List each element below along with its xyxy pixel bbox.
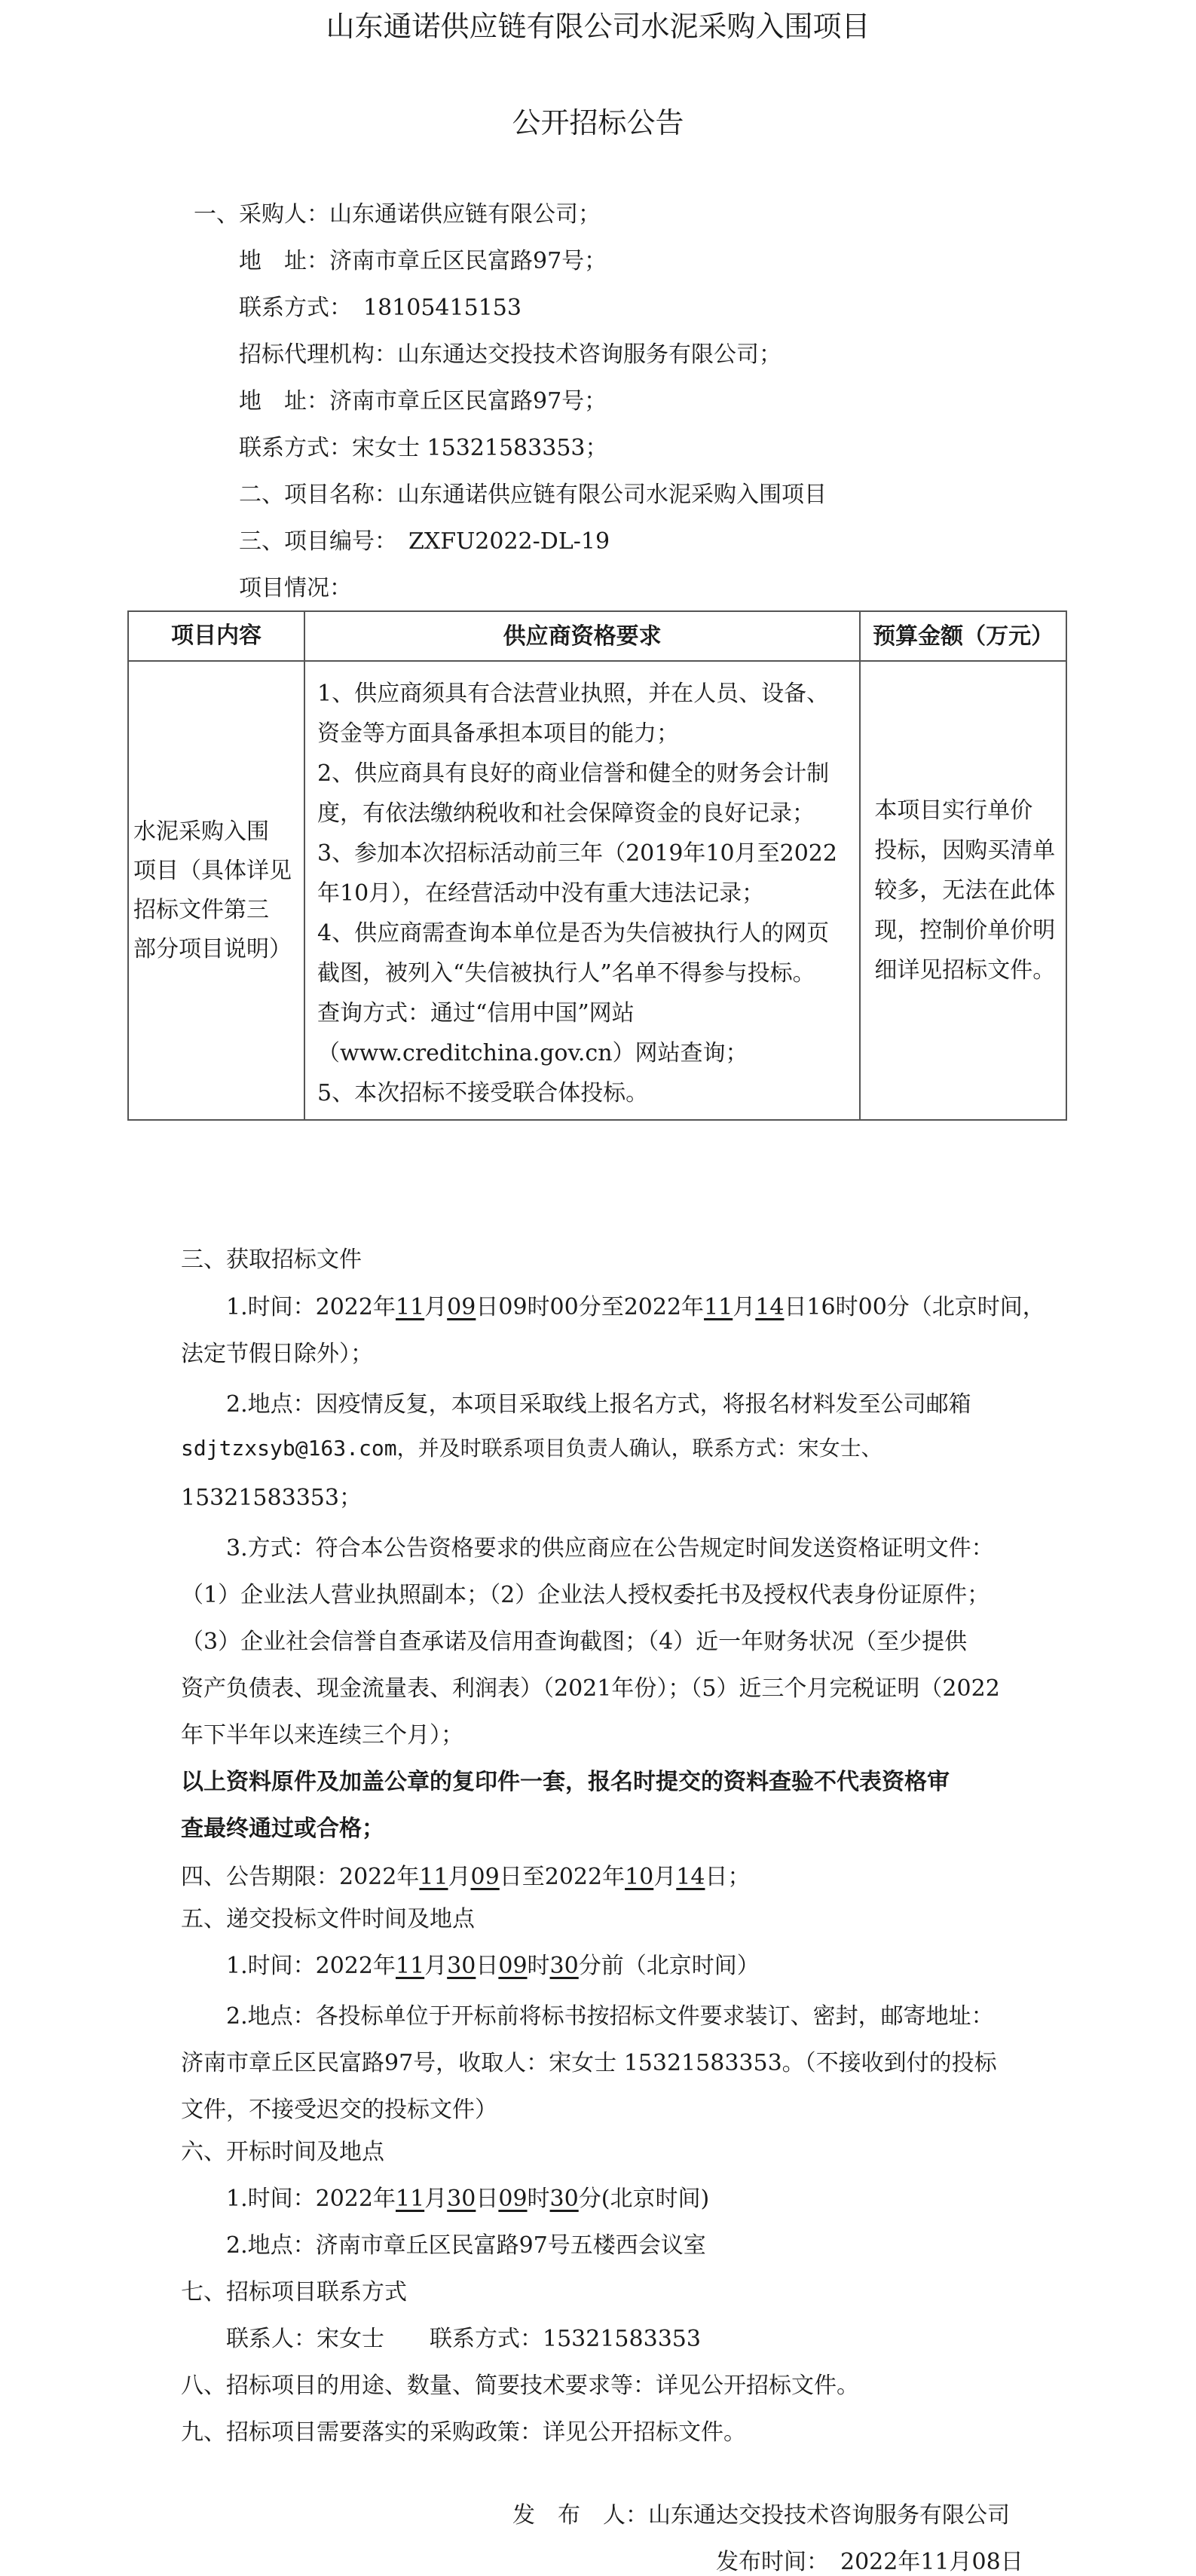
section-submit-heading: 五、递交投标文件时间及地点 — [181, 1906, 475, 1932]
section-requirements: 八、招标项目的用途、数量、简要技术要求等：详见公开招标文件。 — [181, 2373, 859, 2399]
opening-place: 2.地点：济南市章丘区民富路97号五楼西会议室 — [226, 2232, 706, 2259]
project-table — [127, 610, 1067, 1121]
get-docs-method: 3.方式：符合本公告资格要求的供应商应在公告规定时间发送资格证明文件： — [226, 1535, 994, 1562]
header-requirements: 供应商资格要求 — [304, 611, 860, 661]
content-line: 部分项目说明） — [133, 935, 292, 962]
submit-time: 1.时间：2022年11月30日09时30分前（北京时间） — [226, 1953, 760, 1979]
cell-budget — [860, 661, 1066, 1120]
requirement-line: 年10月），在经营活动中没有重大违法记录； — [317, 880, 765, 907]
cell-content — [128, 661, 304, 1120]
document-subtitle: 公开招标公告 — [512, 106, 684, 139]
get-docs-place: 2.地点：因疫情反复，本项目采取线上报名方式，将报名材料发至公司邮箱 — [226, 1391, 971, 1418]
header-budget: 预算金额（万元） — [860, 611, 1066, 661]
requirement-line: （www.creditchina.gov.cn）网站查询； — [317, 1040, 748, 1066]
budget-line: 较多，无法在此体 — [874, 877, 1056, 904]
requirement-line: 资金等方面具备承担本项目的能力； — [317, 720, 679, 747]
agency-address: 地 址：济南市章丘区民富路97号； — [239, 388, 607, 415]
buyer-address: 地 址：济南市章丘区民富路97号； — [239, 248, 607, 274]
requirement-line: 度，有依法缴纳税收和社会保障资金的良好记录； — [317, 800, 815, 827]
submit-place-line: 济南市章丘区民富路97号，收取人：宋女士 15321583353。（不接收到付的投标 — [181, 2050, 997, 2076]
project-info-label: 项目情况： — [239, 575, 352, 601]
requirement-line: 1、供应商须具有合法营业执照，并在人员、设备、 — [317, 681, 830, 707]
project-number: 三、项目编号： ZXFU2022-DL-19 — [239, 528, 610, 555]
get-docs-place-email: sdjtzxsyb@163.com，并及时联系项目负责人确认，联系方式：宋女士、 — [181, 1436, 882, 1461]
requirement-line: 4、供应商需查询本单位是否为失信被执行人的网页 — [317, 920, 830, 947]
contact-line: 联系人：宋女士 联系方式：15321583353 — [226, 2326, 701, 2352]
get-docs-place-phone: 15321583353； — [181, 1485, 362, 1511]
original-docs-note-cont: 查最终通过或合格； — [181, 1816, 384, 1842]
requirement-line: 3、参加本次招标活动前三年（2019年10月至2022 — [317, 840, 837, 867]
table-header-row — [128, 611, 1066, 661]
buyer-line: 一、采购人：山东通诺供应链有限公司； — [194, 201, 601, 228]
requirement-line: 查询方式：通过“信用中国”网站 — [317, 1000, 635, 1026]
content-line: 水泥采购入围 — [133, 818, 269, 845]
cell-requirements — [304, 661, 860, 1120]
header-content: 项目内容 — [128, 611, 304, 661]
buyer-contact: 联系方式： 18105415153 — [239, 295, 522, 321]
original-docs-note: 以上资料原件及加盖公章的复印件一套，报名时提交的资料查验不代表资格审 — [181, 1769, 950, 1795]
table-row — [128, 661, 1066, 1120]
publisher-line: 发 布 人：山东通达交投技术咨询服务有限公司 — [512, 2502, 1010, 2529]
announcement-period: 四、公告期限：2022年11月09日至2022年10月14日； — [181, 1864, 751, 1890]
document-title: 山东通诺供应链有限公司水泥采购入围项目 — [326, 10, 870, 43]
project-name: 二、项目名称：山东通诺供应链有限公司水泥采购入围项目 — [239, 482, 827, 508]
section-get-docs-heading: 三、获取招标文件 — [181, 1247, 362, 1273]
agency-line: 招标代理机构：山东通达交投技术咨询服务有限公司； — [239, 341, 782, 368]
section-contact-heading: 七、招标项目联系方式 — [181, 2279, 407, 2305]
agency-contact: 联系方式：宋女士 15321583353； — [239, 435, 608, 461]
requirement-line: 5、本次招标不接受联合体投标。 — [317, 1080, 649, 1106]
submit-place: 2.地点：各投标单位于开标前将标书按招标文件要求装订、密封，邮寄地址： — [226, 2003, 994, 2030]
get-docs-method-line: （3）企业社会信誉自查承诺及信用查询截图；（4）近一年财务状况（至少提供 — [181, 1629, 968, 1655]
budget-line: 细详见招标文件。 — [874, 957, 1056, 984]
requirement-line: 截图，被列入“失信被执行人”名单不得参与投标。 — [317, 960, 815, 987]
content-line: 招标文件第三 — [133, 896, 269, 923]
publish-date: 发布时间： 2022年11月08日 — [716, 2549, 1023, 2575]
opening-time: 1.时间：2022年11月30日09时30分(北京时间) — [226, 2186, 710, 2212]
requirement-line: 2、供应商具有良好的商业信誉和健全的财务会计制 — [317, 760, 830, 787]
get-docs-method-line: 资产负债表、现金流量表、利润表）（2021年份）；（5）近三个月完税证明（2022 — [181, 1675, 1000, 1702]
get-docs-method-line: （1）企业法人营业执照副本；（2）企业法人授权委托书及授权代表身份证原件； — [181, 1582, 990, 1608]
section-policy: 九、招标项目需要落实的采购政策：详见公开招标文件。 — [181, 2419, 746, 2446]
budget-line: 投标，因购买清单 — [874, 837, 1056, 864]
submit-place-line: 文件，不接受迟交的投标文件） — [181, 2097, 497, 2123]
get-docs-method-line: 年下半年以来连续三个月）； — [181, 1722, 463, 1748]
get-docs-time: 1.时间：2022年11月09日09时00分至2022年11月14日16时00分（北京时间， — [226, 1294, 1045, 1320]
get-docs-time-cont: 法定节假日除外）； — [181, 1341, 373, 1367]
budget-line: 现，控制价单价明 — [874, 917, 1056, 944]
section-opening-heading: 六、开标时间及地点 — [181, 2139, 384, 2165]
budget-line: 本项目实行单价 — [874, 797, 1033, 824]
content-line: 项目（具体详见 — [133, 857, 292, 884]
